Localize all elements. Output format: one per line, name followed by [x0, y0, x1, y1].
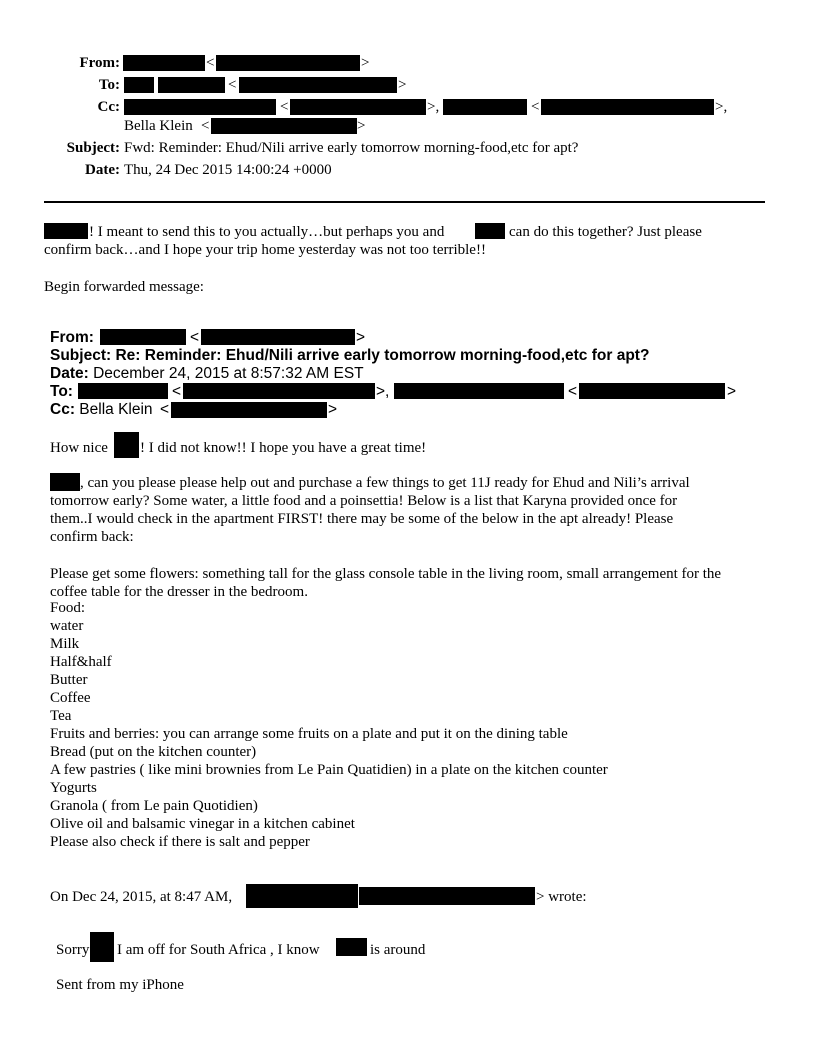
fwd-subject-value: Re: Reminder: Ehud/Nili arrive early tomorrow morning-food,etc for apt?	[115, 347, 650, 364]
redaction	[359, 887, 535, 905]
request-line-1: , can you please please help out and purchase a few things to get 11J ready for Ehud and Nili’s arrival	[80, 475, 690, 491]
angle-open: <	[190, 329, 200, 346]
fwd-subject	[50, 347, 649, 365]
list-item: Please also check if there is salt and pepper	[50, 834, 310, 850]
separator: >,	[715, 99, 728, 115]
intro-text-a: ! I meant to send this to you actually…but perhaps you and	[89, 224, 445, 240]
quote-line-c: is around	[370, 942, 426, 958]
to-label: To:	[98, 77, 120, 93]
angle-open: <	[206, 55, 215, 71]
angle-open: <	[280, 99, 289, 115]
angle-open: <	[531, 99, 540, 115]
redaction	[336, 938, 367, 956]
fwd-date-value: December 24, 2015 at 8:57:32 AM EST	[93, 365, 364, 382]
list-item: Bread (put on the kitchen counter)	[50, 744, 257, 760]
redaction	[216, 55, 360, 71]
intro-text-b: can do this together? Just please	[509, 224, 702, 240]
redaction	[183, 383, 375, 399]
header-divider	[44, 201, 765, 203]
angle-close: >	[727, 383, 737, 400]
redaction	[211, 118, 357, 134]
request-line-2: tomorrow early? Some water, a little food and a poinsettia! Below is a list that Karyna provided once for	[50, 493, 678, 509]
date-label: Date:	[85, 162, 120, 178]
subject-value: Fwd: Reminder: Ehud/Nili arrive early tomorrow morning-food,etc for apt?	[124, 140, 579, 156]
angle-open: <	[568, 383, 578, 400]
how-nice-a: How nice	[50, 440, 108, 456]
angle-close: >	[361, 55, 370, 71]
redaction	[124, 77, 154, 93]
list-item: Coffee	[50, 690, 91, 706]
list-item: Yogurts	[50, 780, 97, 796]
list-item: Milk	[50, 636, 80, 652]
redaction	[541, 99, 714, 115]
flowers-line-1: Please get some flowers: something tall for the glass console table in the living room, small arrangement for the	[50, 566, 722, 582]
quote-intro-a: On Dec 24, 2015, at 8:47 AM,	[50, 889, 233, 905]
list-item: Fruits and berries: you can arrange some fruits on a plate and put it on the dining table	[50, 726, 568, 742]
redaction	[90, 932, 114, 962]
redaction	[171, 402, 327, 418]
redaction	[123, 55, 205, 71]
redaction	[246, 884, 358, 908]
redaction	[290, 99, 426, 115]
separator: >,	[427, 99, 440, 115]
list-item: Food:	[50, 600, 86, 616]
quote-line-b: I am off for South Africa , I know	[117, 942, 320, 958]
from-label: From:	[79, 55, 120, 71]
redaction	[78, 383, 168, 399]
list-item: Butter	[50, 672, 88, 688]
fwd-cc	[50, 401, 153, 419]
redaction	[443, 99, 527, 115]
redaction	[44, 223, 88, 239]
date-value: Thu, 24 Dec 2015 14:00:24 +0000	[124, 162, 332, 178]
request-line-3: them..I would check in the apartment FIRST! there may be some of the below in the apt already! Please	[50, 511, 674, 527]
separator: >,	[376, 383, 390, 400]
redaction	[158, 77, 225, 93]
angle-close: >	[356, 329, 366, 346]
list-item: Tea	[50, 708, 72, 724]
fwd-cc-label: Cc:	[50, 401, 75, 418]
begin-forwarded-label: Begin forwarded message:	[44, 279, 204, 295]
intro-text-line2: confirm back…and I hope your trip home yesterday was not too terrible!!	[44, 242, 486, 258]
fwd-subject-label: Subject:	[50, 347, 112, 364]
fwd-to-label: To:	[50, 383, 73, 400]
subject-label: Subject:	[66, 140, 120, 156]
redaction	[124, 99, 276, 115]
redaction	[579, 383, 725, 399]
redaction	[239, 77, 397, 93]
fwd-date	[50, 365, 364, 383]
how-nice-b: ! I did not know!! I hope you have a great time!	[140, 440, 427, 456]
redaction	[114, 432, 139, 458]
request-line-4: confirm back:	[50, 529, 134, 545]
redaction	[50, 473, 80, 491]
cc-name: Bella Klein	[124, 118, 193, 134]
redaction	[100, 329, 186, 345]
list-item: Granola ( from Le pain Quotidien)	[50, 798, 258, 814]
list-item: A few pastries ( like mini brownies from Le Pain Quatidien) in a plate on the kitchen counter	[50, 762, 608, 778]
fwd-cc-value: Bella Klein	[79, 401, 153, 418]
angle-close: >	[328, 401, 338, 418]
redaction	[475, 223, 505, 239]
fwd-date-label: Date:	[50, 365, 89, 382]
list-item: water	[50, 618, 84, 634]
redaction	[201, 329, 355, 345]
angle-open: <	[228, 77, 237, 93]
list-item: Half&half	[50, 654, 112, 670]
fwd-from-label: From:	[50, 329, 94, 346]
redaction	[394, 383, 564, 399]
shopping-list	[50, 599, 608, 851]
angle-open: <	[201, 118, 210, 134]
cc-label: Cc:	[97, 99, 120, 115]
angle-close: >	[357, 118, 366, 134]
list-item: Olive oil and balsamic vinegar in a kitchen cabinet	[50, 816, 355, 832]
quote-sent-from: Sent from my iPhone	[56, 977, 184, 993]
angle-open: <	[160, 401, 170, 418]
quote-sorry: Sorry	[56, 942, 90, 958]
angle-open: <	[172, 383, 182, 400]
flowers-line-2: coffee table for the dresser in the bedroom.	[50, 584, 308, 600]
angle-close: >	[398, 77, 407, 93]
quote-intro-b: > wrote:	[536, 889, 587, 905]
